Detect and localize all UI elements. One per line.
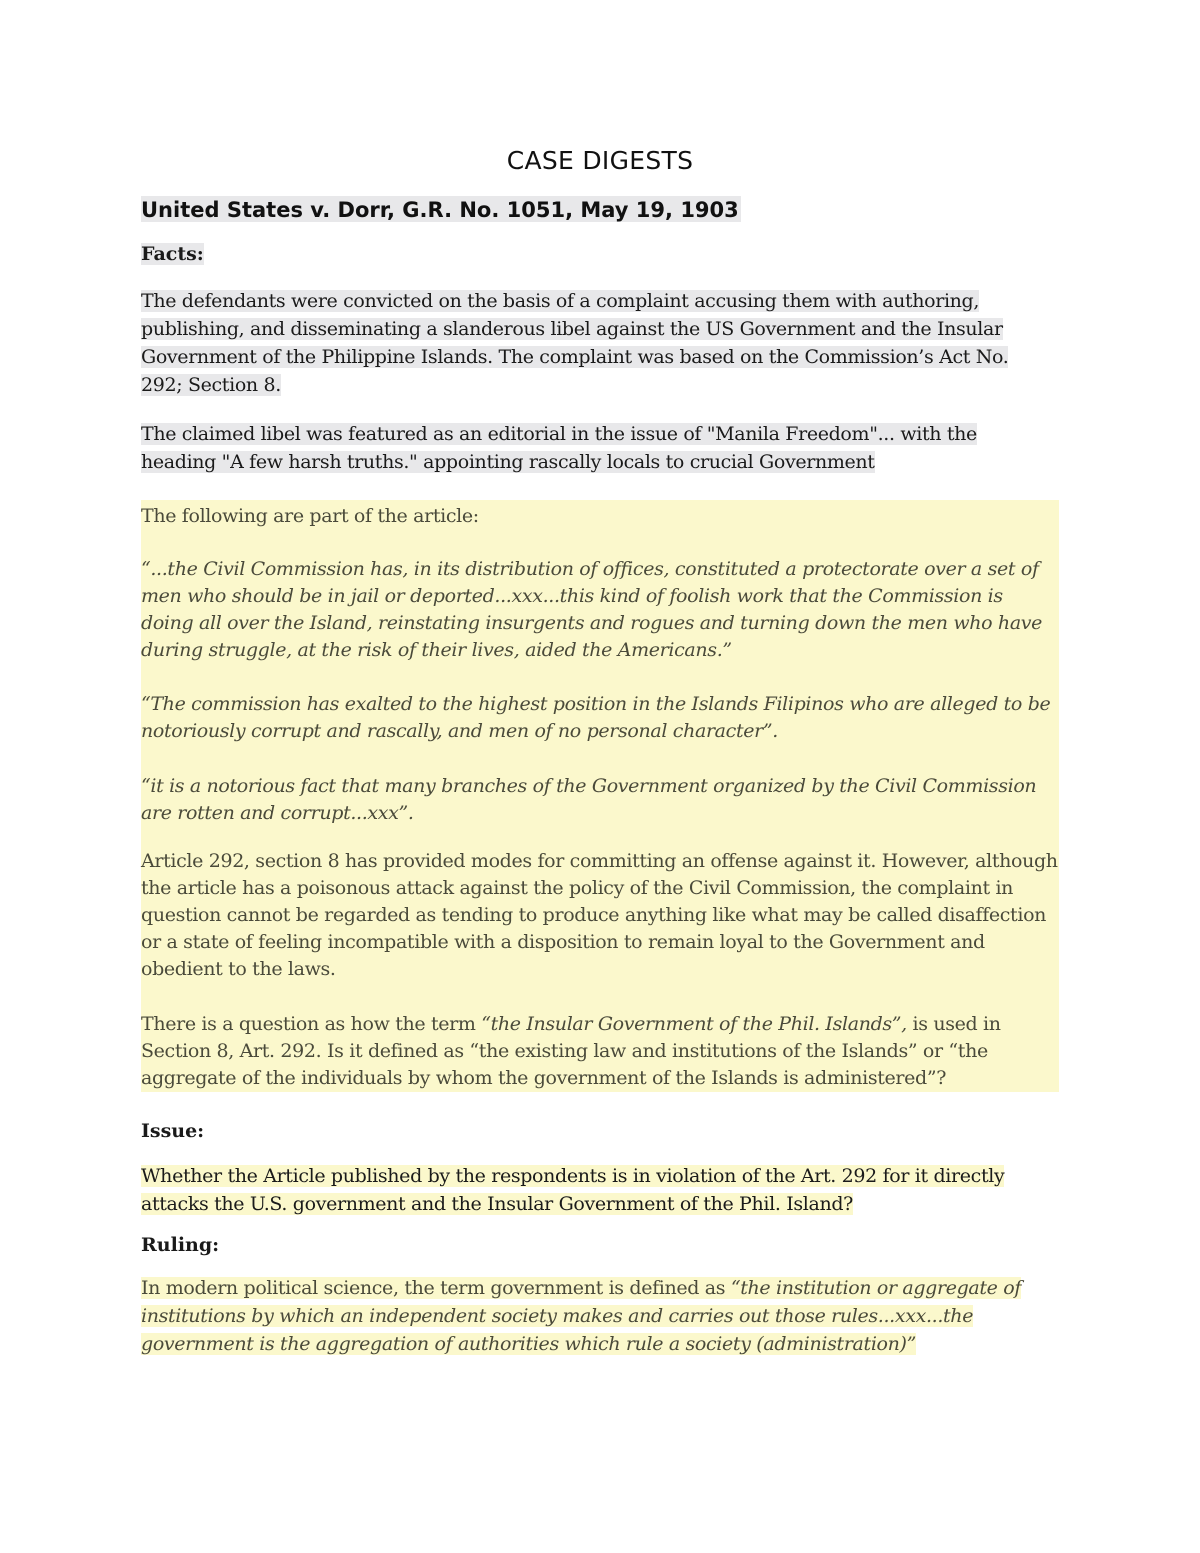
article-quote-3: “it is a notorious fact that many branches of the Government organized by the Civil Commission are rotten and corrupt...xxx”. xyxy=(141,775,1037,824)
facts-label: Facts: xyxy=(141,243,204,265)
ruling-paragraph xyxy=(141,1274,1046,1358)
question-pre: There is a question as how the term xyxy=(141,1013,482,1035)
facts-paragraph-2-text: The claimed libel was featured as an editorial in the issue of "Manila Freedom"... with the heading "A few harsh truths." appointing rascally locals to crucial Government xyxy=(141,423,977,473)
question-paragraph xyxy=(141,1011,1059,1092)
article-quote-2: “The commission has exalted to the highest position in the Islands Filipinos who are alleged to be notoriously corrupt and rascally, and men of no personal character”. xyxy=(141,693,1051,742)
document-title: CASE DIGESTS xyxy=(506,146,694,175)
issue-text: Whether the Article published by the respondents is in violation of the Art. 292 for it directly attacks the U.S. government and the Insular Government of the Phil. Island? xyxy=(141,1165,1005,1215)
article-analysis-paragraph: Article 292, section 8 has provided modes for committing an offense against it. However, although the article has a poisonous attack against the policy of the Civil Commission, the complaint in question cannot be regarded as tending to produce anything like what may be called disaffection or a state of feeling incompatible with a disposition to remain loyal to the Government and obedient to the laws. xyxy=(141,850,1058,980)
article-quote-1: “...the Civil Commission has, in its distribution of offices, constituted a protectorate over a set of men who should be in jail or deported...xxx...this kind of foolish work that the Commission is doing all over the Island, reinstating insurgents and rogues and turning down the men who have during struggle, at the risk of their lives, aided the Americans.” xyxy=(141,558,1043,661)
issue-paragraph xyxy=(141,1162,1031,1218)
ruling-quote: “the institution or aggregate of institutions by which an independent society makes and carries out those rules...xxx...the government is the aggregation of authorities which rule a society (administration)” xyxy=(141,1277,1022,1355)
article-intro: The following are part of the article: xyxy=(141,505,479,527)
question-term: “the Insular Government of the Phil. Islands”, xyxy=(481,1013,907,1035)
facts-paragraph-1-text: The defendants were convicted on the basis of a complaint accusing them with authoring, publishing, and disseminating a slanderous libel against the US Government and the Insular Government of the Philippine Islands. The complaint was based on the Commission’s Act No. 292; Section 8. xyxy=(141,290,1009,396)
facts-paragraph-2 xyxy=(141,420,1021,476)
case-title: United States v. Dorr, G.R. No. 1051, May 19, 1903 xyxy=(141,198,739,222)
issue-label: Issue: xyxy=(141,1120,205,1142)
question-post: is used in Section 8, Art. 292. Is it defined as “the existing law and institutions of the Islands” or “the aggregate of the individuals by whom the government of the Islands is administered”? xyxy=(141,1013,1001,1089)
facts-paragraph-1 xyxy=(141,287,1041,399)
ruling-pre: In modern political science, the term government is defined as xyxy=(141,1277,731,1299)
ruling-label: Ruling: xyxy=(141,1234,220,1256)
